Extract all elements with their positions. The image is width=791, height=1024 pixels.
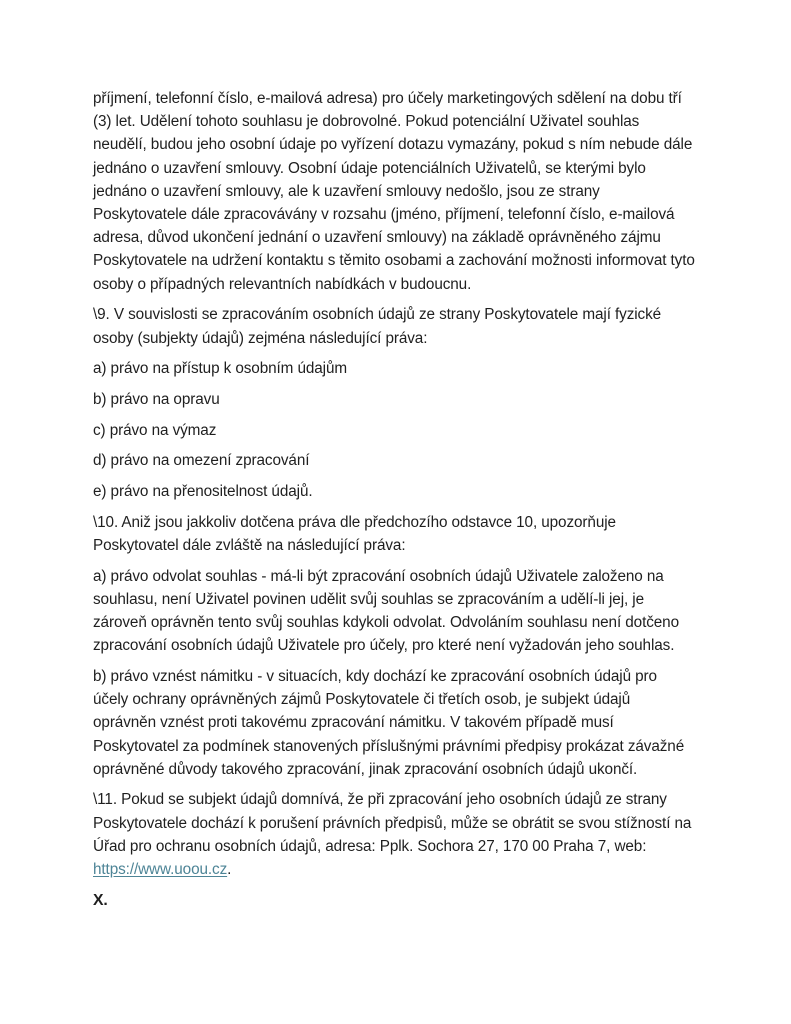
list-item-right-correction: b) právo na opravu bbox=[93, 390, 220, 408]
list-item-right-restriction: d) právo na omezení zpracování bbox=[93, 452, 310, 470]
paragraph-clause-10: \10. Aniž jsou jakkoliv dotčena práva dle předchozího odstavce 10, upozorňuje Poskytovatel dále zvláště na následující práva: bbox=[93, 513, 616, 554]
section-heading: X. bbox=[93, 891, 108, 909]
paragraph-clause-11 bbox=[93, 788, 696, 881]
list-item-right-erasure: c) právo na výmaz bbox=[93, 421, 217, 439]
paragraph-right-withdraw-consent: a) právo odvolat souhlas - má-li být zpracování osobních údajů Uživatele založeno na souhlasu, není Uživatel povinen udělit svůj souhlas se zpracováním a udělí-li jej, je zároveň oprávněn tento svůj souhlas kdykoli odvolat. Odvoláním souhlasu není dotčeno zpracování osobních údajů Uživatele pro účely, pro které není vyžadován jeho souhlas. bbox=[93, 567, 679, 655]
paragraph-clause-9: \9. V souvislosti se zpracováním osobních údajů ze strany Poskytovatele mají fyzické osoby (subjekty údajů) zejména následující práva: bbox=[93, 306, 662, 347]
list-item-right-portability: e) právo na přenositelnost údajů. bbox=[93, 483, 313, 501]
list-item-right-access: a) právo na přístup k osobním údajům bbox=[93, 360, 348, 378]
complaint-text-after-link: . bbox=[227, 861, 232, 879]
complaint-text-before-link: \11. Pokud se subjekt údajů domnívá, že při zpracování jeho osobních údajů ze strany Poskytovatele dochází k porušení právních předpisů, může se obrátit se svou stížností na Úřad pro ochranu osobních údajů, adresa: Pplk. Sochora 27, 170 00 Praha 7, web: bbox=[93, 791, 692, 855]
paragraph-right-object: b) právo vznést námitku - v situacích, kdy dochází ke zpracování osobních údajů pro účely ochrany oprávněných zájmů Poskytovatele či třetích osob, je subjekt údajů oprávněn vznést proti takovému zpracování námitku. V takovém případě musí Poskytovatel za podmínek stanovených příslušnými právními předpisy prokázat závažné oprávněné důvody takového zpracování, jinak zpracování osobních údajů ukončí. bbox=[93, 667, 685, 778]
paragraph-marketing-consent: příjmení, telefonní číslo, e-mailová adresa) pro účely marketingových sdělení na dobu tří (3) let. Udělení tohoto souhlasu je dobrovolné. Pokud potenciální Uživatel souhlas neudělí, budou jeho osobní údaje po vyřízení dotazu vymazány, pokud s ním nebude dále jednáno o uzavření smlouvy. Osobní údaje potenciálních Uživatelů, se kterými bylo jednáno o uzavření smlouvy, ale k uzavření smlouvy nedošlo, jsou ze strany Poskytovatele dále zpracovávány v rozsahu (jméno, příjmení, telefonní číslo, e-mailová adresa, důvod ukončení jednání o uzavření smlouvy) na základě oprávněného zájmu Poskytovatele na udržení kontaktu s těmito osobami a zachování možnosti informovat tyto osoby o případných relevantních nabídkách v budoucnu. bbox=[93, 90, 695, 293]
uoou-link[interactable]: https://www.uoou.cz bbox=[93, 861, 228, 879]
document-body bbox=[93, 87, 696, 912]
